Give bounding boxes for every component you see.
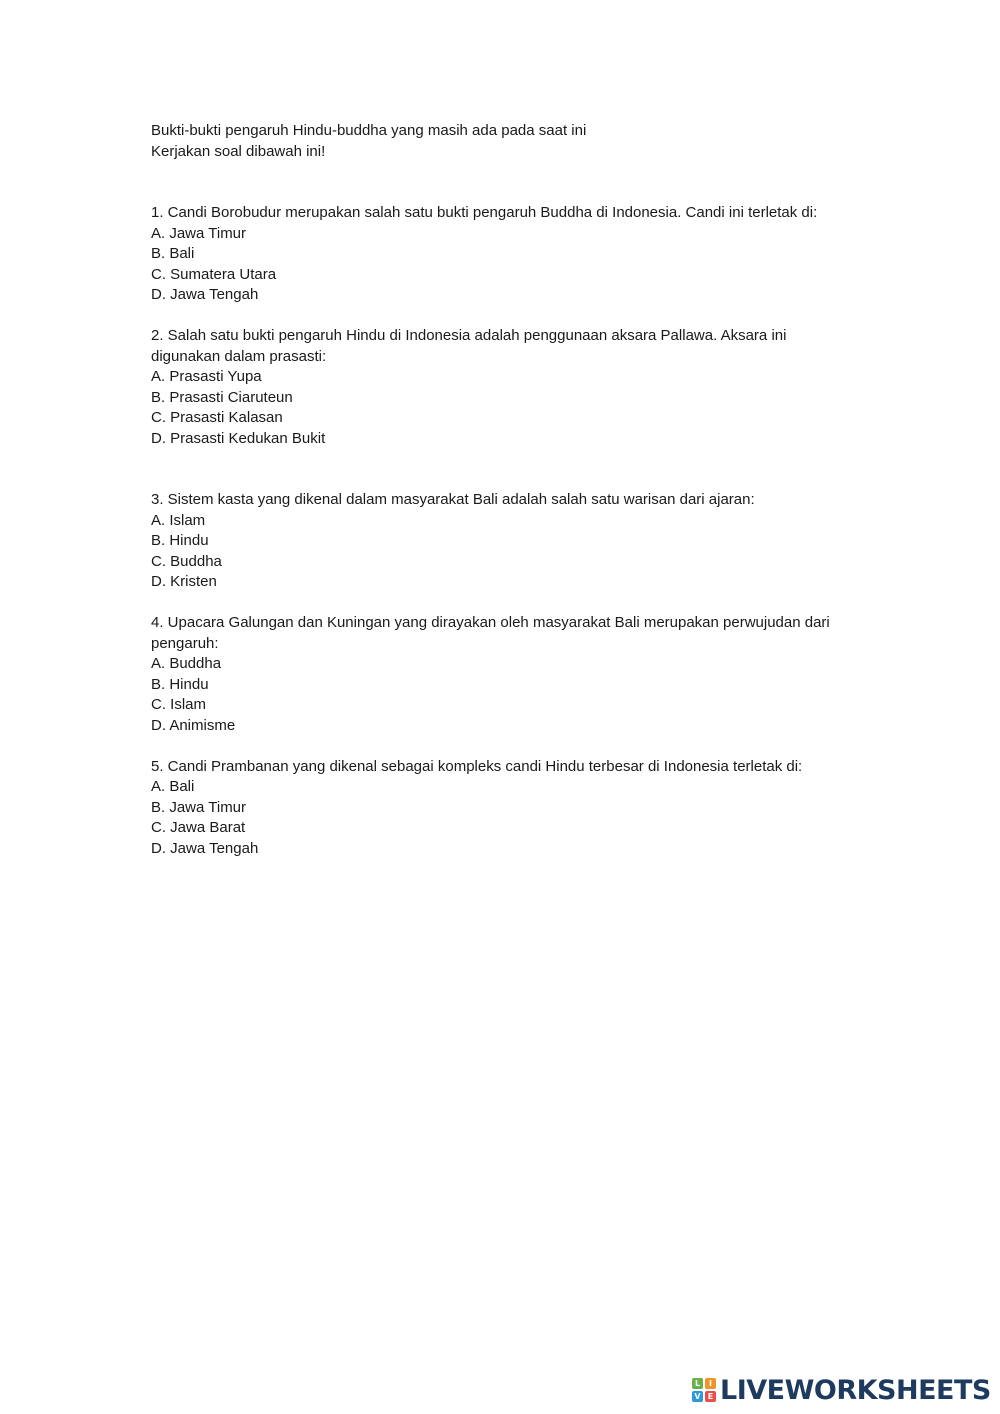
question-2-text-line-1: 2. Salah satu bukti pengaruh Hindu di Indonesia adalah penggunaan aksara Pallawa. Aksara ini (151, 327, 787, 344)
question-1 (151, 203, 871, 306)
logo-square-i: I (705, 1378, 716, 1389)
question-1-option-d: D. Jawa Tengah (151, 286, 259, 303)
question-1-option-a: A. Jawa Timur (151, 224, 247, 242)
question-3-option-b: B. Hindu (151, 532, 209, 549)
worksheet-page (151, 121, 871, 859)
question-5-option-c: C. Jawa Barat (151, 819, 246, 836)
question-1-text: 1. Candi Borobudur merupakan salah satu bukti pengaruh Buddha di Indonesia. Candi ini terletak di: (151, 204, 818, 221)
question-4-option-a: A. Buddha (151, 655, 222, 672)
question-3-option-d: D. Kristen (151, 573, 217, 590)
liveworksheets-logo-text: LIVEWORKSHEETS (720, 1374, 991, 1406)
worksheet-title: Bukti-bukti pengaruh Hindu-buddha yang masih ada pada saat ini (151, 122, 587, 139)
question-2-option-a: A. Prasasti Yupa (151, 368, 262, 385)
question-3-option-a: A. Islam (151, 511, 206, 529)
question-2-option-d: D. Prasasti Kedukan Bukit (151, 429, 326, 447)
question-3 (151, 490, 871, 593)
question-2 (151, 326, 871, 449)
question-4-option-b: B. Hindu (151, 675, 209, 693)
question-5 (151, 757, 871, 860)
question-1-option-c: C. Sumatera Utara (151, 265, 277, 283)
logo-square-l: L (692, 1378, 703, 1389)
liveworksheets-logo (692, 1373, 991, 1407)
question-5-option-d: D. Jawa Tengah (151, 839, 259, 857)
worksheet-instruction: Kerjakan soal dibawah ini! (151, 142, 326, 160)
question-4-text-line-2: pengaruh: (151, 634, 219, 652)
question-3-text: 3. Sistem kasta yang dikenal dalam masyarakat Bali adalah salah satu warisan dari ajaran: (151, 491, 755, 508)
question-1-option-b: B. Bali (151, 245, 195, 262)
question-4 (151, 613, 871, 736)
liveworksheets-logo-icon (692, 1378, 716, 1402)
question-3-option-c: C. Buddha (151, 552, 222, 570)
logo-square-e: E (705, 1391, 716, 1402)
question-4-option-d: D. Animisme (151, 716, 236, 734)
question-4-option-c: C. Islam (151, 696, 207, 713)
question-2-text-line-2: digunakan dalam prasasti: (151, 347, 327, 365)
question-5-option-b: B. Jawa Timur (151, 798, 247, 816)
logo-square-v: V (692, 1391, 703, 1402)
question-5-option-a: A. Bali (151, 778, 195, 795)
question-2-option-c: C. Prasasti Kalasan (151, 409, 283, 426)
question-4-text-line-1: 4. Upacara Galungan dan Kuningan yang dirayakan oleh masyarakat Bali merupakan perwujudan dari (151, 614, 830, 631)
question-2-option-b: B. Prasasti Ciaruteun (151, 388, 293, 406)
question-5-text: 5. Candi Prambanan yang dikenal sebagai kompleks candi Hindu terbesar di Indonesia terletak di: (151, 757, 803, 775)
